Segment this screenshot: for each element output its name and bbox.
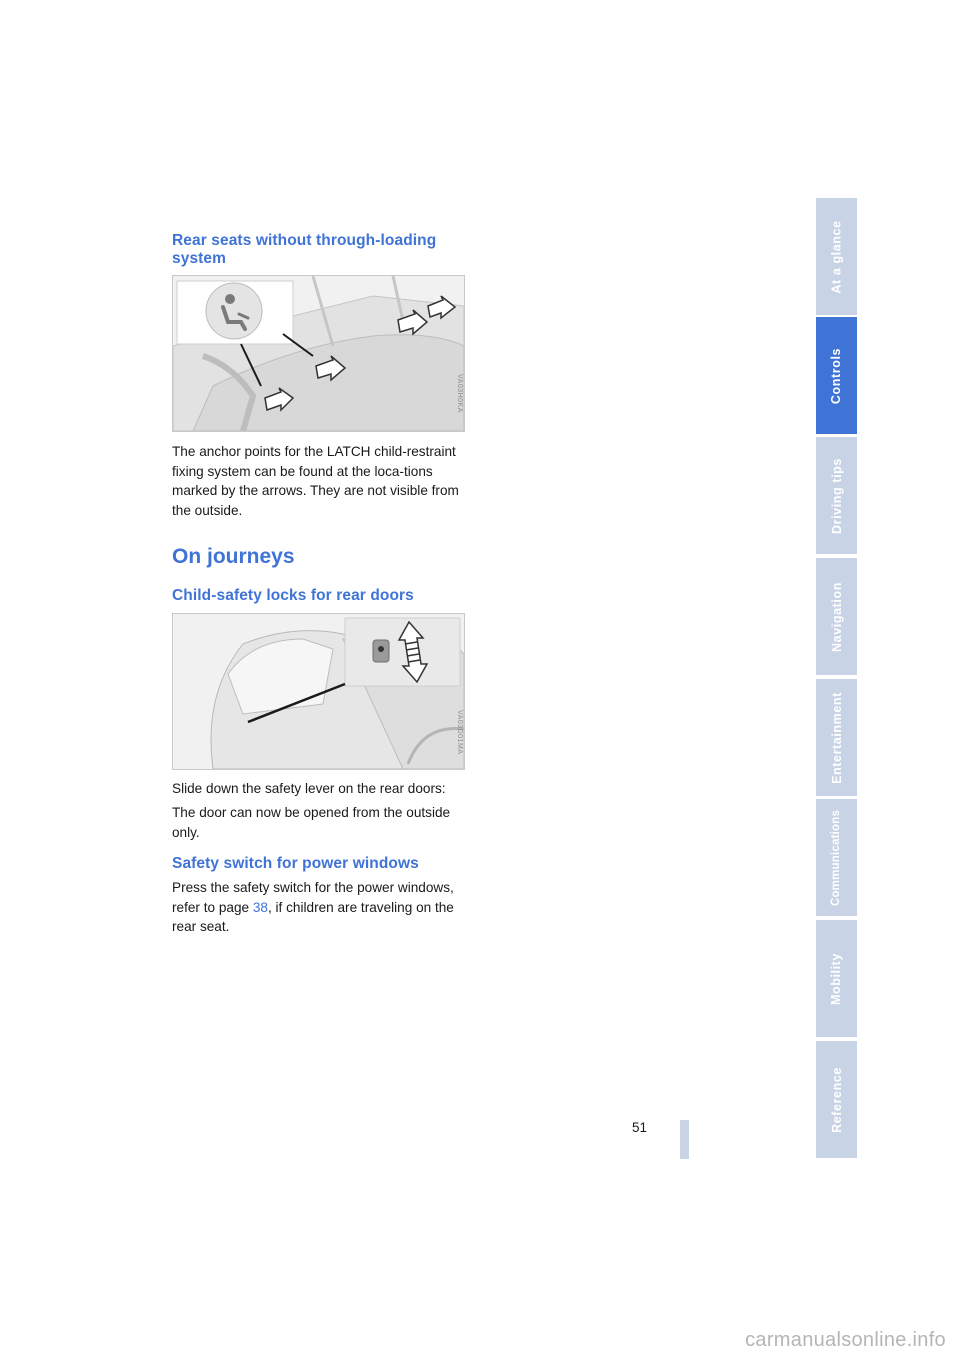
safety-lever-paragraph: Slide down the safety lever on the rear doors: (172, 781, 446, 796)
latch-anchor-figure (172, 275, 465, 432)
page-reference-link[interactable]: 38 (252, 899, 268, 915)
tab-communications[interactable] (816, 799, 857, 916)
tab-label: Controls (829, 347, 844, 404)
latch-paragraph: The anchor points for the LATCH child-restraint fixing system can be found at the loca-tions marked by the arrows. They are not visible from the outside. (172, 444, 459, 518)
section-heading-rear-seats: Rear seats without through-loading system (172, 232, 437, 267)
subheading-child-safety-locks: Child-safety locks for rear doors (172, 587, 414, 604)
tab-reference[interactable] (816, 1041, 857, 1158)
tab-entertainment[interactable] (816, 679, 857, 796)
tab-label: Communications (830, 809, 843, 906)
tab-label: Navigation (829, 581, 844, 652)
door-opened-paragraph: The door can now be opened from the outside only. (172, 805, 451, 840)
section-heading-on-journeys: On journeys (172, 545, 295, 568)
safety-switch-text-1: Press the safety switch for the power windows, refer to page (172, 880, 454, 915)
safety-switch-paragraph (172, 878, 470, 937)
safety-switch-text-2: , if children are traveling on the rear seat. (172, 899, 454, 934)
rear-door-illustration (173, 614, 464, 769)
tab-mobility[interactable] (816, 920, 857, 1037)
figure-code: VA03D01MA (456, 710, 463, 755)
tab-label: Reference (829, 1066, 844, 1133)
child-safety-lock-figure (172, 613, 465, 770)
tab-label: Mobility (829, 952, 844, 1005)
tab-at-a-glance[interactable] (816, 198, 857, 315)
rear-seat-illustration (173, 276, 464, 431)
page-number-bar (680, 1120, 689, 1159)
tab-navigation[interactable] (816, 558, 857, 675)
subheading-safety-switch: Safety switch for power windows (172, 855, 419, 872)
tab-label: Driving tips (829, 457, 844, 534)
tab-driving-tips[interactable] (816, 437, 857, 554)
tab-label: At a glance (829, 219, 844, 294)
figure-code: VA03H0KA (456, 374, 463, 413)
page-number: 51 (632, 1120, 648, 1135)
watermark-text: carmanualsonline.info (745, 1329, 946, 1351)
tab-label: Entertainment (829, 691, 844, 784)
tab-controls[interactable] (816, 317, 857, 434)
